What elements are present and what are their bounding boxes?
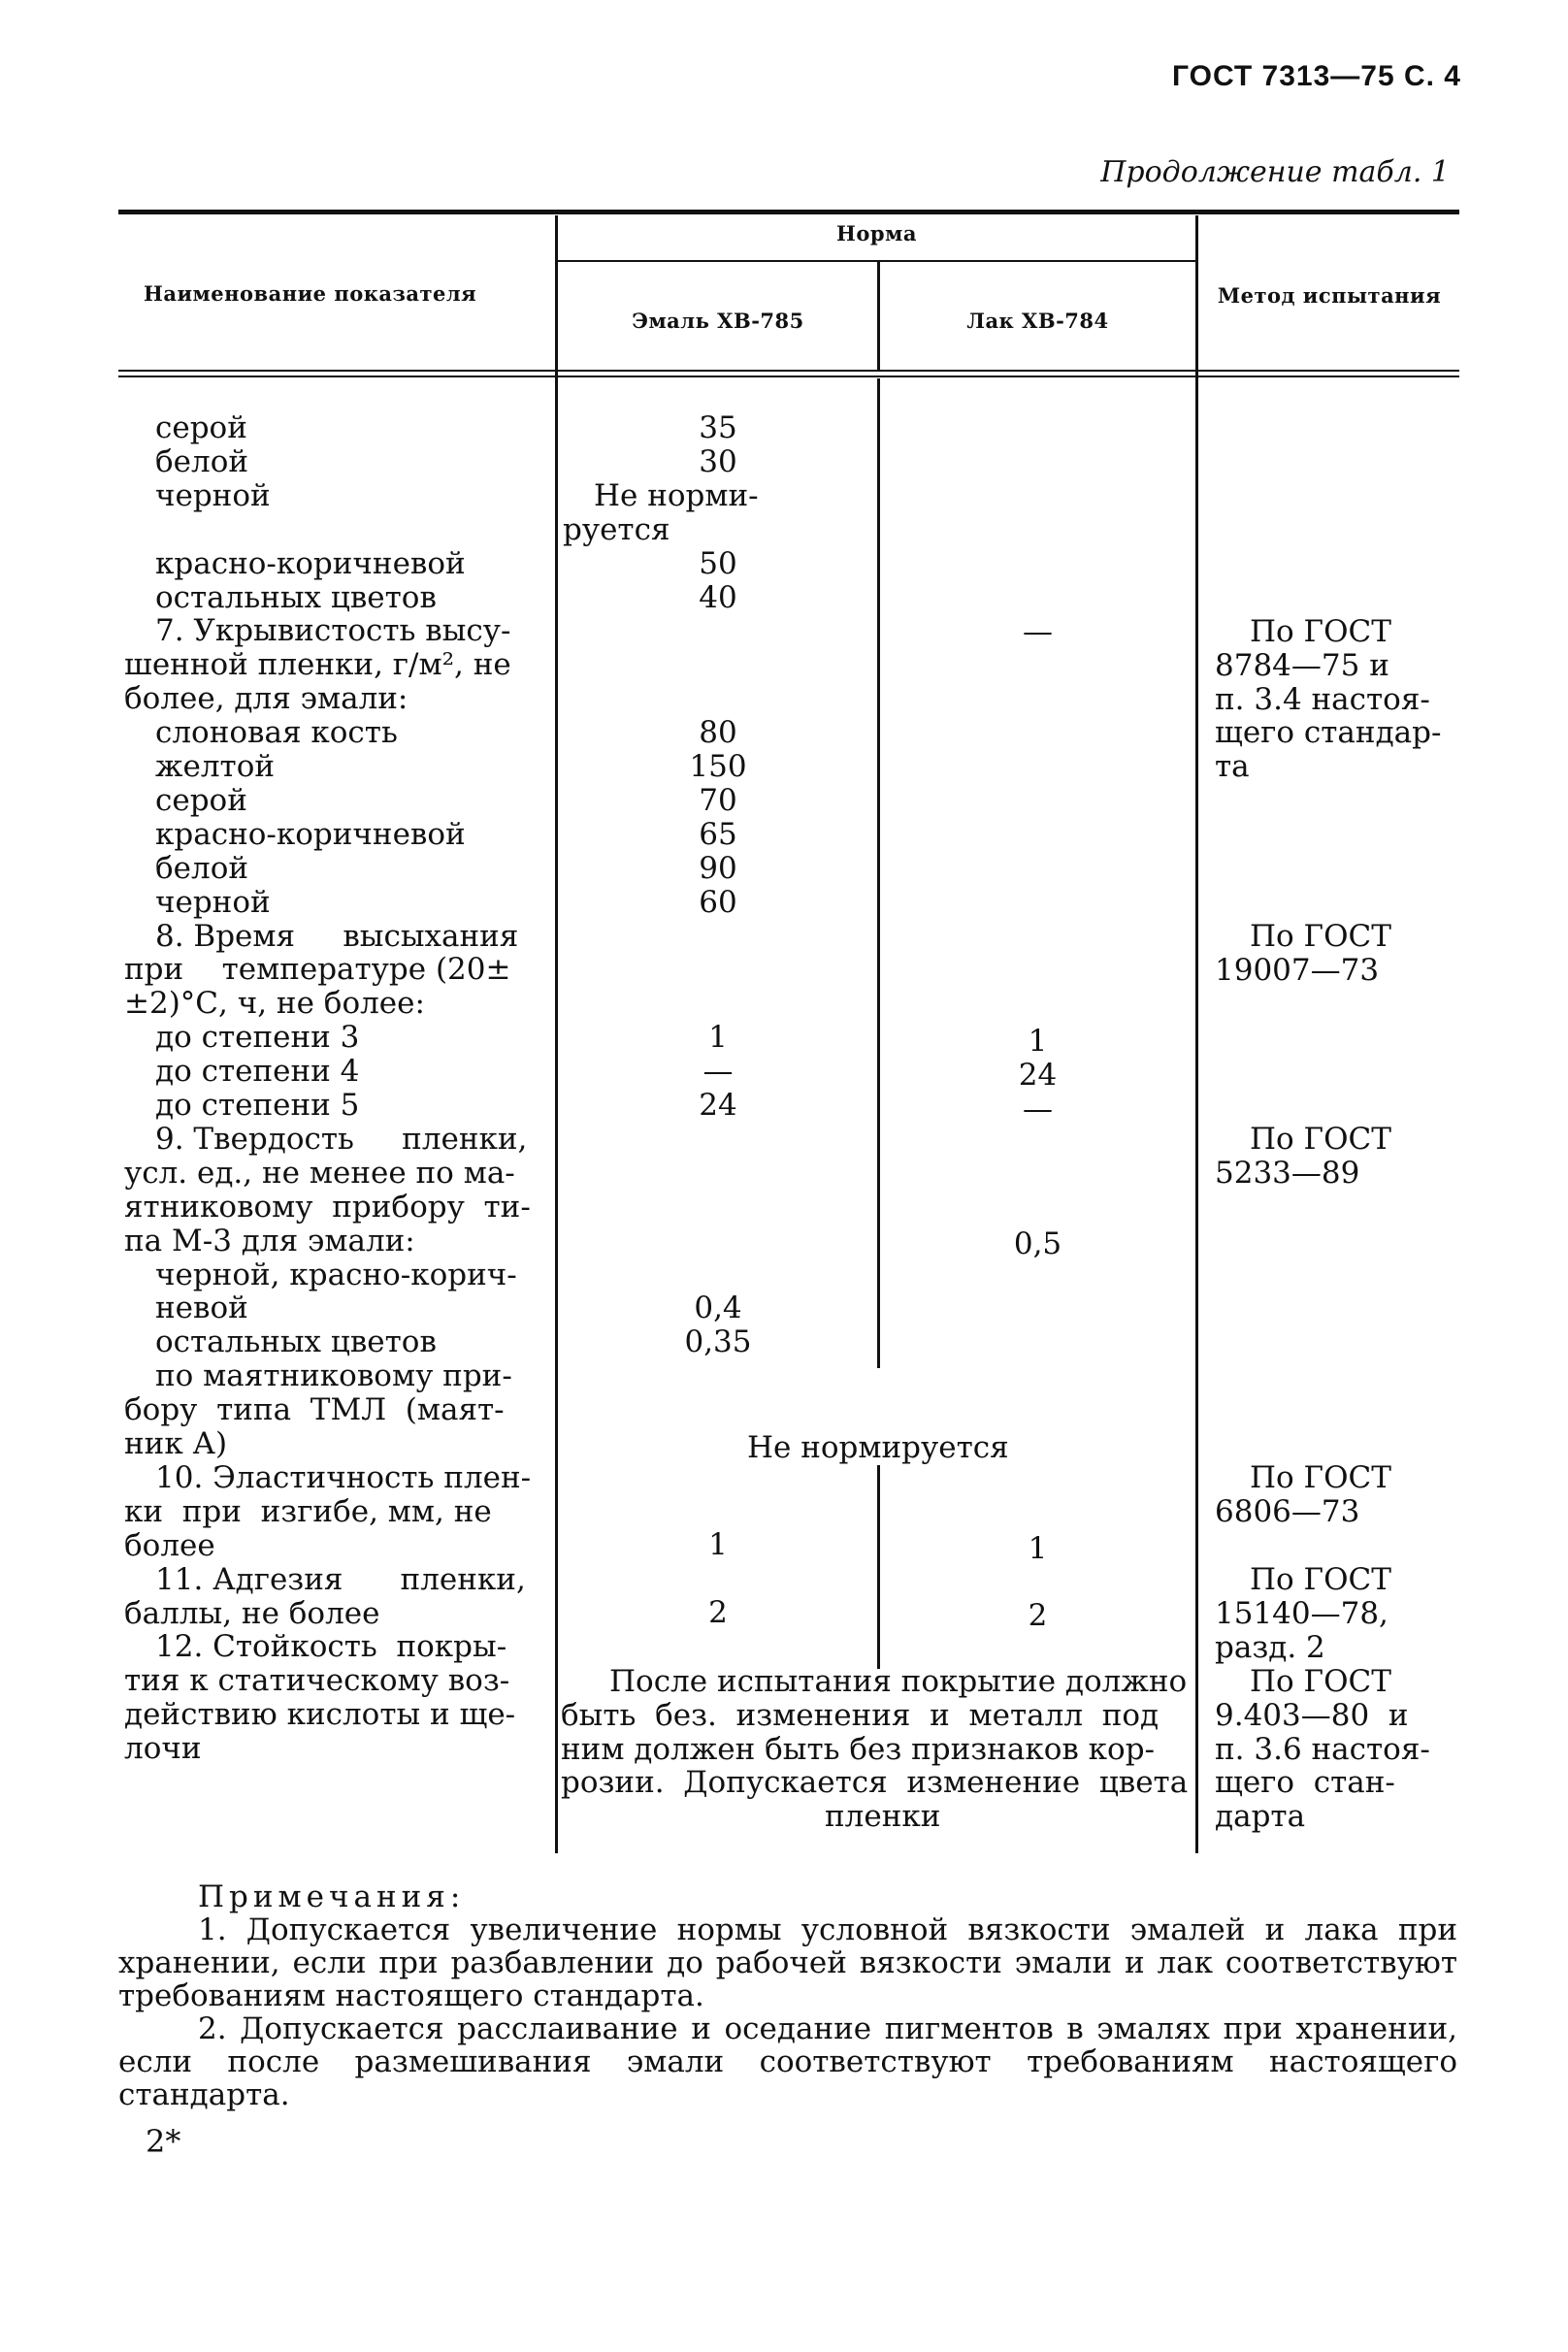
- lacquer-hardness: 0,5: [1013, 1226, 1062, 1261]
- enamel-redbrown: 50: [699, 546, 737, 581]
- method-12: [1215, 1665, 1430, 1834]
- method-9: [1215, 1122, 1391, 1191]
- indicator-line: черной: [155, 884, 271, 920]
- method-line: п. 3.4 настоя-: [1215, 681, 1430, 717]
- enamel-adhesion: 2: [708, 1595, 728, 1630]
- col-divider-2c: [877, 1465, 880, 1669]
- tml-not-normalized: Не нормируется: [747, 1430, 1009, 1465]
- method-line: 5233—89: [1215, 1155, 1360, 1191]
- indicator-line: серой: [155, 410, 247, 445]
- resistance-line: ним должен быть без признаков кор-: [561, 1731, 1156, 1767]
- table-continuation-label: Продолжение табл. 1: [1100, 155, 1450, 189]
- method-line: щего стан-: [1215, 1765, 1395, 1801]
- indicator-line: по маятниковому при-: [155, 1358, 512, 1394]
- enamel-hardness-others: 0,35: [684, 1324, 752, 1359]
- indicator-line: серой: [155, 782, 247, 818]
- indicator-line: па М-3 для эмали:: [124, 1223, 415, 1258]
- col-header-indicator: Наименование показателя: [144, 281, 477, 306]
- method-line: По ГОСТ: [1250, 1664, 1391, 1699]
- header-bottom-rule-2: [118, 376, 1459, 377]
- method-line: 15140—78,: [1215, 1595, 1388, 1631]
- method-line: п. 3.6 настоя-: [1215, 1731, 1430, 1767]
- resistance-line: быть без. изменения и металл под: [561, 1697, 1160, 1733]
- indicator-line: ±2)°С, ч, не более:: [124, 986, 425, 1022]
- method-line: 19007—73: [1215, 952, 1380, 988]
- enamel-elasticity: 1: [708, 1527, 728, 1562]
- resistance-line: розии. Допускается изменение цвета: [561, 1765, 1189, 1801]
- enamel-gray: 35: [699, 410, 737, 445]
- indicator-line: при температуре (20±: [124, 952, 511, 988]
- indicator-line: ник А): [124, 1426, 228, 1461]
- indicator-line: до степени 3: [155, 1020, 360, 1056]
- method-line: По ГОСТ: [1250, 1562, 1391, 1597]
- enamel-white: 30: [699, 444, 737, 479]
- indicator-line: красно-коричневой: [155, 545, 466, 581]
- method-line: та: [1215, 749, 1250, 785]
- indicator-line: 10. Эластичность плен-: [155, 1459, 532, 1495]
- method-line: 8784—75 и: [1215, 647, 1389, 683]
- indicator-line: слоновая кость: [155, 715, 398, 751]
- enamel-hiding-yellow: 150: [689, 749, 747, 784]
- col-header-enamel: Эмаль ХВ-785: [632, 309, 804, 333]
- col-divider-3: [1195, 215, 1198, 1853]
- indicator-line: невой: [155, 1290, 248, 1326]
- page-signature: 2*: [146, 2123, 181, 2160]
- indicator-line: лочи: [124, 1731, 202, 1767]
- method-line: разд. 2: [1215, 1629, 1325, 1665]
- indicator-line: остальных цветов: [155, 579, 437, 615]
- lacquer-elasticity: 1: [1028, 1531, 1048, 1566]
- indicator-line: 8. Время высыхания: [155, 918, 519, 954]
- method-line: По ГОСТ: [1250, 919, 1391, 954]
- method-line: щего стандар-: [1215, 715, 1442, 751]
- method-line: По ГОСТ: [1250, 1122, 1391, 1157]
- method-line: дарта: [1215, 1799, 1306, 1835]
- resistance-line: пленки: [825, 1799, 941, 1835]
- indicator-line: действию кислоты и ще-: [124, 1697, 516, 1733]
- col-header-lacquer: Лак ХВ-784: [966, 309, 1109, 333]
- indicator-line: черной: [155, 477, 271, 513]
- indicator-line: черной, красно-корич-: [155, 1257, 517, 1292]
- header-bottom-rule: [118, 370, 1459, 372]
- table-top-rule: [118, 210, 1459, 214]
- indicator-line: 7. Укрывистость высу-: [155, 613, 511, 649]
- enamel-dry-deg5: 24: [699, 1088, 737, 1123]
- notes-section: [118, 1880, 1457, 2111]
- resistance-line: После испытания покрытие должно: [609, 1664, 1188, 1699]
- note-item-2: 2. Допускается расслаивание и оседание пигментов в эмалях при хранении, если после размешивания эмали соответствуют требованиям настоящего стандарта.: [118, 2011, 1457, 2112]
- indicator-line: тия к статическому воз-: [124, 1663, 510, 1699]
- indicator-line: баллы, не более: [124, 1595, 380, 1631]
- indicator-line: 9. Твердость пленки,: [155, 1121, 528, 1157]
- enamel-dry-deg3: 1: [708, 1020, 728, 1055]
- resistance-span-text: [561, 1664, 1193, 1835]
- indicator-line: более, для эмали:: [124, 681, 408, 717]
- indicator-line: усл. ед., не менее по ма-: [124, 1155, 515, 1191]
- method-line: 6806—73: [1215, 1493, 1360, 1529]
- lacquer-hiding: —: [1023, 614, 1053, 649]
- indicator-line: белой: [155, 443, 249, 479]
- method-line: 9.403—80 и: [1215, 1697, 1409, 1733]
- indicator-line: бору типа ТМЛ (маят-: [124, 1392, 505, 1428]
- indicator-line: до степени 4: [155, 1054, 360, 1090]
- indicator-line: ки при изгибе, мм, не: [124, 1493, 492, 1529]
- method-line: По ГОСТ: [1250, 614, 1391, 649]
- method-8: [1215, 919, 1391, 988]
- indicator-line: желтой: [155, 749, 276, 784]
- enamel-black-1: Не норми-: [594, 478, 759, 513]
- indicator-line: 11. Адгезия пленки,: [155, 1561, 526, 1597]
- indicator-line: красно-коричневой: [155, 816, 466, 852]
- enamel-hiding-black: 60: [699, 885, 737, 920]
- enamel-others: 40: [699, 580, 737, 615]
- lacquer-adhesion: 2: [1028, 1598, 1048, 1633]
- enamel-dry-deg4: —: [702, 1054, 734, 1089]
- indicator-line: ятниковому прибору ти-: [124, 1189, 531, 1225]
- lacquer-dry-deg5: —: [1023, 1092, 1053, 1127]
- indicator-line: шенной пленки, г/м², не: [124, 647, 511, 683]
- enamel-hardness-black: 0,4: [694, 1290, 742, 1325]
- method-7: [1215, 615, 1441, 784]
- lacquer-dry-deg3: 1: [1028, 1024, 1048, 1059]
- method-11: [1215, 1562, 1391, 1665]
- col-header-method: Метод испытания: [1217, 283, 1442, 308]
- lacquer-dry-deg4: 24: [1018, 1058, 1058, 1093]
- indicator-line: более: [124, 1527, 215, 1563]
- note-item-1: 1. Допускается увеличение нормы условной вязкости эмалей и лака при хранении, если при разбавлении до рабочей вязкости эмали и лак соответствуют требованиям настоящего стандарта.: [118, 1912, 1457, 2013]
- col-header-norm: Норма: [836, 221, 917, 245]
- enamel-hiding-gray: 70: [699, 783, 737, 818]
- indicator-line: до степени 5: [155, 1088, 360, 1123]
- notes-title: Примечания:: [198, 1879, 466, 1914]
- indicator-line: белой: [155, 850, 249, 886]
- enamel-hiding-white: 90: [699, 851, 737, 886]
- page-header: ГОСТ 7313—75 С. 4: [1172, 60, 1461, 92]
- enamel-hiding-redbrown: 65: [699, 817, 737, 852]
- method-line: По ГОСТ: [1250, 1460, 1391, 1495]
- enamel-black-2: руется: [563, 512, 670, 547]
- enamel-hiding-ivory: 80: [699, 715, 737, 750]
- method-10: [1215, 1460, 1391, 1529]
- indicator-line: 12. Стойкость покры-: [155, 1629, 507, 1665]
- indicator-line: остальных цветов: [155, 1324, 437, 1360]
